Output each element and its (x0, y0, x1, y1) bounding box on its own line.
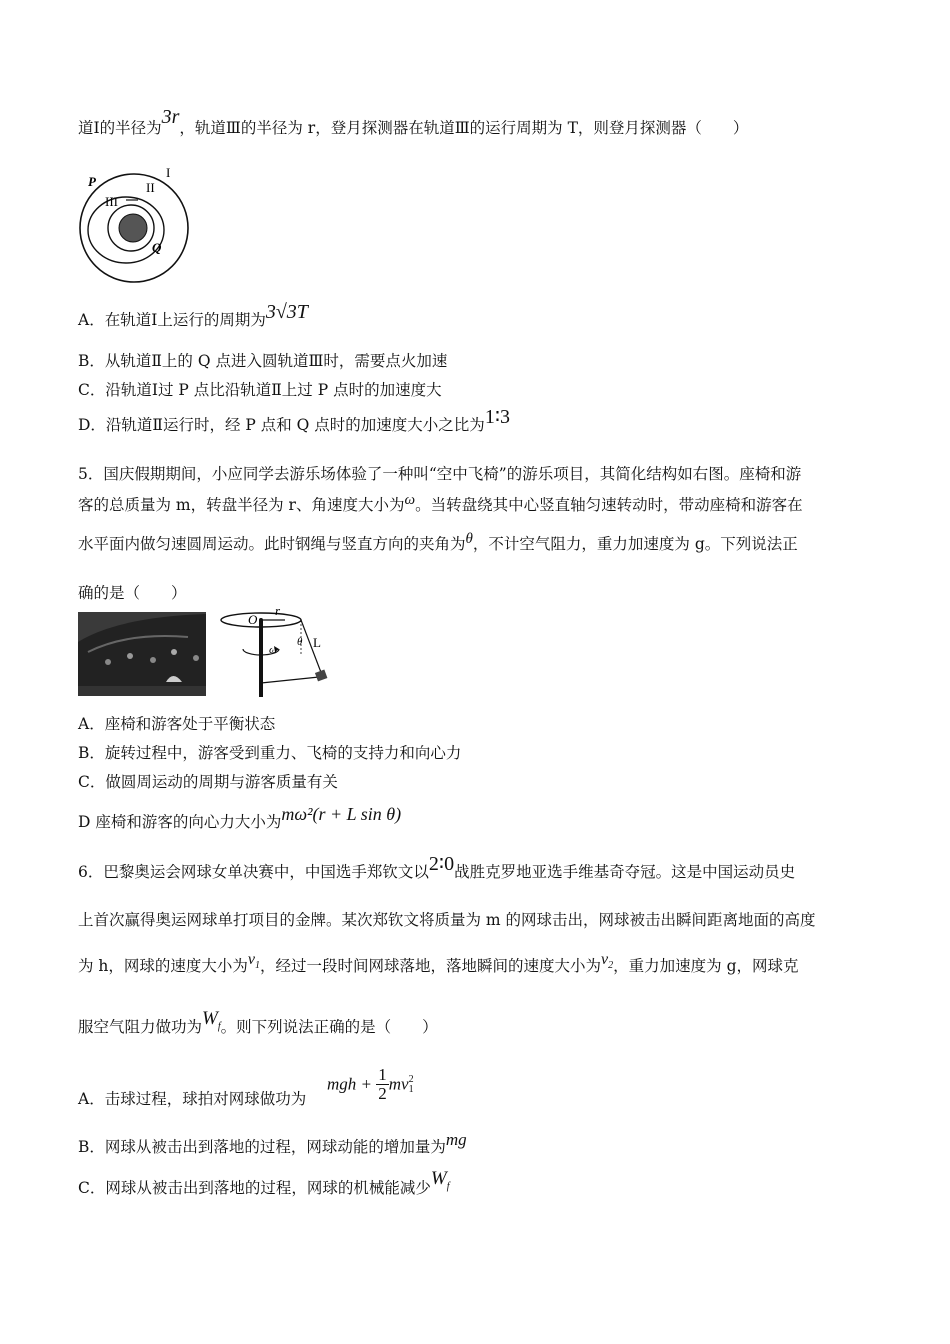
q6-option-a-math (327, 1066, 414, 1103)
q6-stem-line-2: 上首次赢得奥运网球单打项目的金牌。某次郑钦文将质量为 m 的网球击出，网球被击出瞬间距离地面的高度 (78, 911, 816, 929)
q6-option-a (78, 1088, 306, 1110)
q5-option-d (78, 804, 402, 833)
q4-option-d (78, 406, 511, 436)
q6-option-a-text: A．击球过程，球拍对网球做功为 (78, 1090, 307, 1108)
q6-score: 2∶0 (428, 853, 455, 875)
q6-wf: W (202, 1008, 218, 1029)
q5-option-d-text: D 座椅和游客的向心力大小为 (78, 813, 282, 831)
q6-c-wf: W (430, 1168, 447, 1189)
q6-line3-text-c: ，重力加速度为 g，网球克 (613, 957, 799, 975)
q5-theta: θ (465, 531, 473, 547)
q6-stem-line-1 (78, 853, 796, 883)
orbit-diagram (76, 160, 196, 284)
moon-icon (119, 214, 147, 242)
q5-option-b: B．旋转过程中，游客受到重力、飞椅的支持力和向心力 (78, 744, 462, 762)
intro-line (78, 106, 749, 139)
q6-c-wf-sub: f (446, 1180, 450, 1192)
q6-stem-line-4 (78, 1008, 438, 1046)
photo-texture (78, 612, 206, 696)
horizontal-line (261, 677, 319, 683)
q5-stem-line-3 (78, 533, 798, 556)
q6-v1: v (247, 951, 256, 968)
q5-stem-line-4: 确的是（ ） (78, 584, 187, 602)
q6-line1-text-b: 战胜克罗地亚选手维基奇夺冠。这是中国运动员史 (454, 863, 796, 881)
q6-line1-text-a: 6．巴黎奥运会网球女单决赛中，中国选手郑钦文以 (78, 863, 429, 881)
q6-v1-sub: 1 (255, 960, 261, 972)
label-r: r (275, 605, 281, 618)
flying-chair-photo (78, 612, 206, 696)
q6-line3-text-b: ，经过一段时间网球落地，落地瞬间的速度大小为 (260, 957, 602, 975)
label-q: Q (152, 240, 162, 255)
intro-math-3r: 3r (161, 106, 180, 128)
q6-a-fraction (376, 1066, 389, 1103)
q5-line2-text-a: 客的总质量为 m，转盘半径为 r、角速度大小为 (78, 496, 405, 514)
q5-line3-text-a: 水平面内做匀速圆周运动。此时钢绳与竖直方向的夹角为 (78, 535, 466, 553)
flying-chair-diagram (215, 605, 335, 700)
q6-wf-sub: f (217, 1020, 221, 1032)
q6-stem-line-3 (78, 951, 799, 984)
q4-option-a-text: A．在轨道Ⅰ上运行的周期为 (78, 311, 266, 329)
label-omega: ω (269, 644, 277, 656)
label-i: I (166, 165, 171, 180)
q6-line4-text-a: 服空气阻力做功为 (78, 1018, 203, 1036)
q5-omega: ω (404, 492, 416, 508)
label-o: O (248, 612, 258, 627)
q6-a-den: 2 (378, 1084, 387, 1103)
q6-a-sup: 2 (408, 1073, 414, 1085)
label-l: L (313, 635, 321, 650)
q6-a-mv: mv (388, 1074, 409, 1094)
q6-line3-text-a: 为 h，网球的速度大小为 (78, 957, 248, 975)
q6-a-num: 1 (378, 1065, 387, 1084)
label-p: P (88, 174, 96, 189)
q5-stem-line-2 (78, 494, 803, 517)
q6-v2: v (601, 951, 609, 968)
q5-option-d-math: mω²(r + L sin θ) (281, 804, 402, 824)
q4-option-d-text: D．沿轨道Ⅱ运行时，经 P 点和 Q 点时的加速度大小之比为 (78, 416, 485, 434)
q6-a-mgh: mgh + (327, 1074, 372, 1094)
q4-option-c: C．沿轨道Ⅰ过 P 点比沿轨道Ⅱ上过 P 点时的加速度大 (78, 381, 442, 399)
q5-line3-text-b: ，不计空气阻力，重力加速度为 g。下列说法正 (472, 535, 798, 553)
label-ii: II (146, 180, 155, 195)
q6-option-b-text: B．网球从被击出到落地的过程，网球动能的增加量为 (78, 1138, 446, 1156)
q6-option-c-text: C．网球从被击出到落地的过程，网球的机械能减少 (78, 1179, 431, 1197)
q6-option-c (78, 1168, 450, 1207)
q4-option-d-math: 1∶3 (484, 406, 511, 428)
q6-option-b-math: mg (445, 1130, 467, 1149)
label-theta: θ (297, 636, 303, 648)
q5-stem-line-1: 5．国庆假期期间，小应同学去游乐场体验了一种叫“空中飞椅”的游乐项目，其简化结构如右图。座椅和游 (78, 465, 802, 483)
q5-option-a: A．座椅和游客处于平衡状态 (78, 715, 276, 733)
q4-option-a (78, 301, 308, 331)
label-iii: III (105, 194, 118, 209)
q6-a-sub: 1 (408, 1083, 414, 1095)
q5-line2-text-b: 。当转盘绕其中心竖直轴匀速转动时，带动座椅和游客在 (415, 496, 803, 514)
intro-text-1: 道Ⅰ的半径为 (78, 119, 162, 137)
q4-option-a-math: 3√3T (265, 301, 308, 323)
q6-option-b (78, 1130, 467, 1158)
q4-option-b: B．从轨道Ⅱ上的 Q 点进入圆轨道Ⅲ时，需要点火加速 (78, 352, 448, 370)
q6-line4-text-b: 。则下列说法正确的是（ ） (220, 1018, 438, 1036)
chair-icon (315, 670, 327, 682)
intro-text-2: ，轨道Ⅲ的半径为 r，登月探测器在轨道Ⅲ的运行周期为 T，则登月探测器（ ） (179, 119, 749, 137)
q5-option-c: C．做圆周运动的周期与游客质量有关 (78, 773, 338, 791)
q6-v2-sub: 2 (608, 960, 614, 972)
